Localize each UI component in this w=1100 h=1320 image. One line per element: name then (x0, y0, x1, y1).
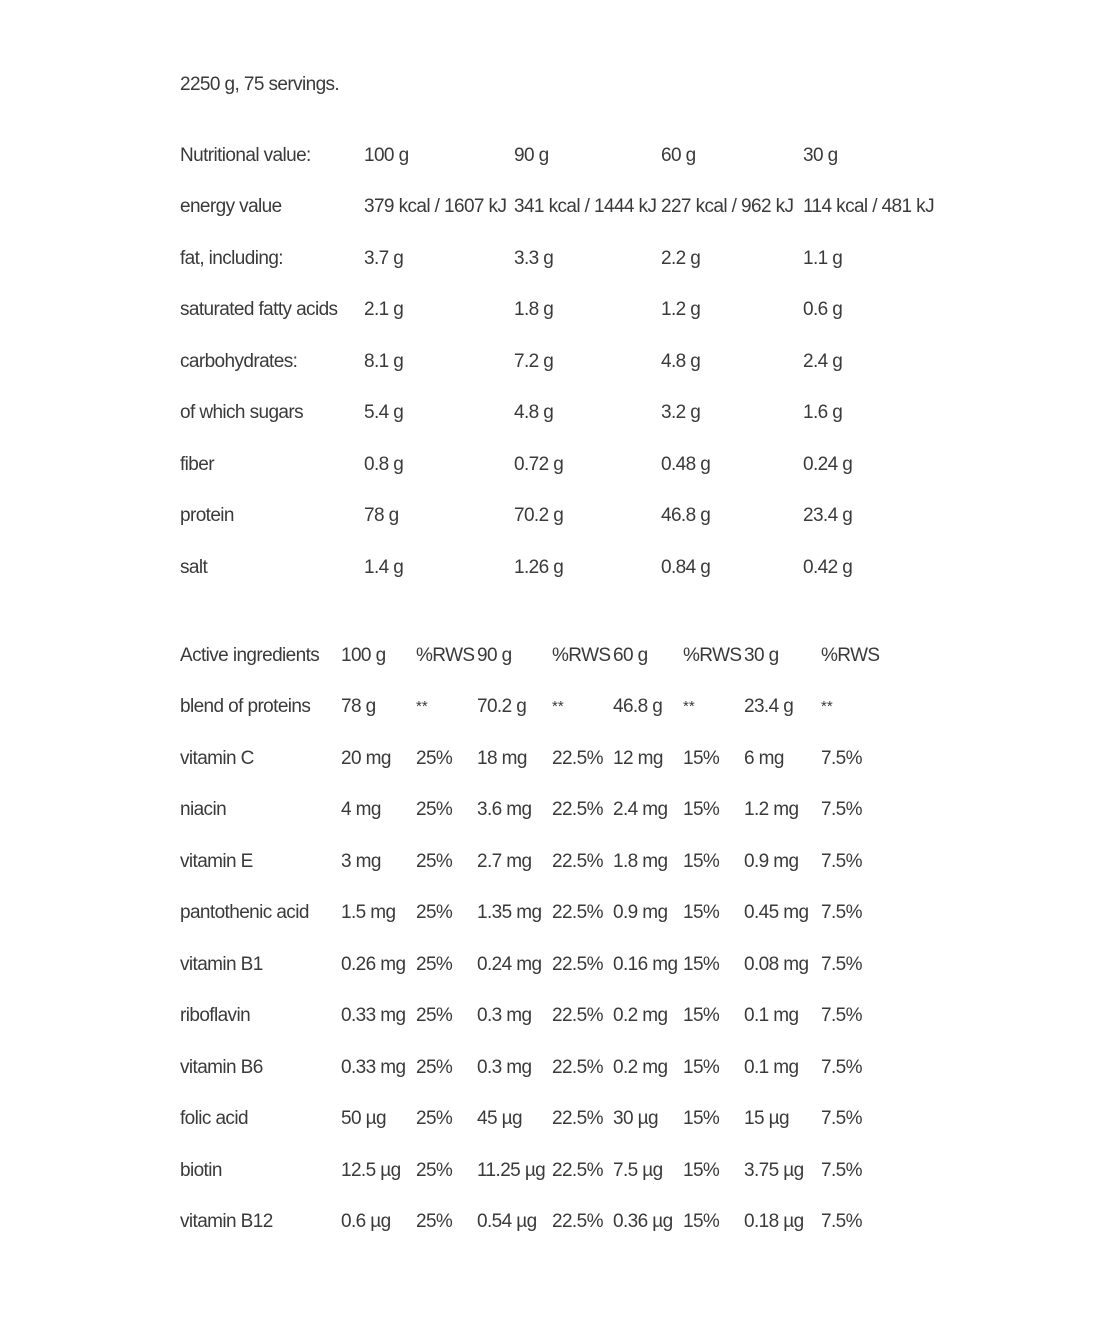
row-label: biotin (180, 1159, 222, 1181)
nutrition-row (180, 285, 943, 337)
cell-value: 0.45 mg (744, 902, 809, 924)
cell-value: 22.5% (552, 1005, 603, 1027)
cell-value: 70.2 g (477, 696, 527, 718)
header-rws-90g: %RWS (552, 644, 611, 666)
cell-value: 15% (683, 1056, 720, 1078)
cell-value: 1.4 g (364, 556, 404, 578)
cell-value: 3 mg (341, 850, 381, 872)
row-label: vitamin B12 (180, 1211, 273, 1233)
active-ingredient-row (180, 733, 881, 785)
cell-value: 4.8 g (514, 402, 554, 424)
cell-value: 22.5% (552, 953, 603, 975)
nutrition-row (180, 233, 943, 285)
nutrition-row (180, 388, 943, 440)
cell-value: 2.4 g (803, 350, 843, 372)
cell-value: 1.8 mg (613, 850, 668, 872)
cell-value: 1.5 mg (341, 902, 396, 924)
cell-value: 15% (683, 1159, 720, 1181)
cell-value: 4.8 g (661, 350, 701, 372)
cell-value: 7.5% (821, 902, 862, 924)
row-label: vitamin B1 (180, 953, 263, 975)
cell-value: 0.33 mg (341, 1005, 406, 1027)
cell-value: 0.9 mg (613, 902, 668, 924)
cell-value: 15 µg (744, 1108, 789, 1130)
cell-value: 25% (416, 1211, 453, 1233)
cell-value: 1.8 g (514, 299, 554, 321)
cell-value: 0.26 mg (341, 953, 406, 975)
cell-value: 15% (683, 1108, 720, 1130)
active-ingredient-row (180, 888, 881, 940)
cell-value: 15% (683, 747, 720, 769)
row-label: carbohydrates: (180, 350, 298, 372)
cell-value: 15% (683, 799, 720, 821)
row-label: fiber (180, 453, 214, 475)
header-90g: 90 g (514, 144, 549, 166)
cell-value: ** (552, 698, 564, 716)
active-ingredient-row (180, 1094, 881, 1146)
cell-value: 23.4 g (803, 505, 853, 527)
row-label: niacin (180, 799, 227, 821)
cell-value: 1.2 mg (744, 799, 799, 821)
nutrition-row (180, 439, 943, 491)
header-nutritional-value: Nutritional value: (180, 144, 311, 166)
cell-value: ** (683, 698, 695, 716)
cell-value: 0.8 g (364, 453, 404, 475)
cell-value: 25% (416, 799, 453, 821)
cell-value: 5.4 g (364, 402, 404, 424)
row-label: vitamin B6 (180, 1056, 263, 1078)
cell-value: 0.42 g (803, 556, 853, 578)
cell-value: 3.2 g (661, 402, 701, 424)
active-ingredient-row (180, 1197, 881, 1249)
header-60g: 60 g (661, 144, 696, 166)
cell-value: 1.26 g (514, 556, 564, 578)
cell-value: 341 kcal / 1444 kJ (514, 196, 657, 218)
nutrition-row (180, 542, 943, 594)
cell-value: 0.33 mg (341, 1056, 406, 1078)
cell-value: 25% (416, 1159, 453, 1181)
cell-value: 7.5% (821, 953, 862, 975)
nutrition-table (180, 130, 943, 594)
nutrition-row (180, 336, 943, 388)
cell-value: 2.4 mg (613, 799, 668, 821)
header-rws-60g: %RWS (683, 644, 742, 666)
cell-value: 3.6 mg (477, 799, 532, 821)
cell-value: 18 mg (477, 747, 527, 769)
cell-value: 0.9 mg (744, 850, 799, 872)
cell-value: 25% (416, 1056, 453, 1078)
active-ingredient-row (180, 939, 881, 991)
cell-value: 30 µg (613, 1108, 658, 1130)
cell-value: 22.5% (552, 1159, 603, 1181)
cell-value: 22.5% (552, 1108, 603, 1130)
row-label: vitamin C (180, 747, 254, 769)
cell-value: 7.5% (821, 1056, 862, 1078)
nutrition-row (180, 491, 943, 543)
active-header-row (180, 630, 881, 682)
header-rws-100g: %RWS (416, 644, 475, 666)
row-label: saturated fatty acids (180, 299, 338, 321)
cell-value: 2.2 g (661, 247, 701, 269)
cell-value: 78 g (364, 505, 399, 527)
cell-value: 0.24 mg (477, 953, 542, 975)
cell-value: 7.5% (821, 1211, 862, 1233)
active-ingredient-row (180, 836, 881, 888)
cell-value: 1.1 g (803, 247, 843, 269)
nutrition-row (180, 182, 943, 234)
cell-value: 0.6 µg (341, 1211, 391, 1233)
header-30g: 30 g (803, 144, 838, 166)
cell-value: 25% (416, 1005, 453, 1027)
cell-value: 23.4 g (744, 696, 794, 718)
row-label: energy value (180, 196, 282, 218)
cell-value: 46.8 g (661, 505, 711, 527)
cell-value: 7.5% (821, 747, 862, 769)
cell-value: 50 µg (341, 1108, 386, 1130)
cell-value: 7.5% (821, 799, 862, 821)
cell-value: 1.35 mg (477, 902, 542, 924)
cell-value: 227 kcal / 962 kJ (661, 196, 794, 218)
active-ingredient-row (180, 1042, 881, 1094)
cell-value: 22.5% (552, 902, 603, 924)
cell-value: 0.48 g (661, 453, 711, 475)
cell-value: 15% (683, 850, 720, 872)
cell-value: 0.08 mg (744, 953, 809, 975)
cell-value: 0.16 mg (613, 953, 678, 975)
cell-value: 45 µg (477, 1108, 522, 1130)
row-label: blend of proteins (180, 696, 311, 718)
cell-value: 7.5 µg (613, 1159, 663, 1181)
header-30g: 30 g (744, 644, 779, 666)
row-label: fat, including: (180, 247, 283, 269)
cell-value: 22.5% (552, 747, 603, 769)
cell-value: 15% (683, 1005, 720, 1027)
cell-value: 25% (416, 1108, 453, 1130)
cell-value: 15% (683, 1211, 720, 1233)
row-label: protein (180, 505, 234, 527)
cell-value: 0.72 g (514, 453, 564, 475)
active-ingredient-row (180, 991, 881, 1043)
cell-value: 22.5% (552, 799, 603, 821)
header-rws-30g: %RWS (821, 644, 880, 666)
row-label: folic acid (180, 1108, 248, 1130)
cell-value: 0.18 µg (744, 1211, 804, 1233)
header-90g: 90 g (477, 644, 512, 666)
cell-value: ** (821, 698, 833, 716)
cell-value: 8.1 g (364, 350, 404, 372)
header-60g: 60 g (613, 644, 648, 666)
cell-value: 3.3 g (514, 247, 554, 269)
cell-value: 0.6 g (803, 299, 843, 321)
active-ingredients-table (180, 630, 881, 1248)
cell-value: 11.25 µg (477, 1159, 546, 1181)
nutrition-header-row (180, 130, 943, 182)
cell-value: 6 mg (744, 747, 784, 769)
header-100g: 100 g (341, 644, 386, 666)
cell-value: 0.24 g (803, 453, 853, 475)
cell-value: 1.6 g (803, 402, 843, 424)
cell-value: 15% (683, 953, 720, 975)
active-ingredient-row (180, 1145, 881, 1197)
row-label: riboflavin (180, 1005, 251, 1027)
cell-value: 7.5% (821, 1159, 862, 1181)
cell-value: 2.1 g (364, 299, 404, 321)
row-label: of which sugars (180, 402, 304, 424)
package-size-text: 2250 g, 75 servings. (180, 74, 340, 95)
cell-value: 7.5% (821, 850, 862, 872)
cell-value: 25% (416, 850, 453, 872)
cell-value: 0.2 mg (613, 1005, 668, 1027)
row-label: pantothenic acid (180, 902, 309, 924)
cell-value: 0.1 mg (744, 1005, 799, 1027)
cell-value: 114 kcal / 481 kJ (803, 196, 934, 218)
cell-value: 46.8 g (613, 696, 663, 718)
cell-value: 70.2 g (514, 505, 564, 527)
cell-value: 25% (416, 747, 453, 769)
cell-value: 25% (416, 953, 453, 975)
row-label: vitamin E (180, 850, 253, 872)
cell-value: 12.5 µg (341, 1159, 401, 1181)
cell-value: 0.2 mg (613, 1056, 668, 1078)
cell-value: 15% (683, 902, 720, 924)
cell-value: 0.1 mg (744, 1056, 799, 1078)
cell-value: 379 kcal / 1607 kJ (364, 196, 507, 218)
active-ingredient-row (180, 682, 881, 734)
cell-value: 0.36 µg (613, 1211, 673, 1233)
cell-value: 25% (416, 902, 453, 924)
active-ingredient-row (180, 785, 881, 837)
cell-value: 22.5% (552, 1211, 603, 1233)
cell-value: 0.3 mg (477, 1005, 532, 1027)
row-label: salt (180, 556, 208, 578)
cell-value: 3.75 µg (744, 1159, 804, 1181)
header-active-ingredients: Active ingredients (180, 644, 320, 666)
cell-value: 0.84 g (661, 556, 711, 578)
cell-value: 0.3 mg (477, 1056, 532, 1078)
cell-value: 7.5% (821, 1005, 862, 1027)
cell-value: ** (416, 698, 428, 716)
cell-value: 22.5% (552, 1056, 603, 1078)
cell-value: 3.7 g (364, 247, 404, 269)
header-100g: 100 g (364, 144, 409, 166)
cell-value: 0.54 µg (477, 1211, 537, 1233)
cell-value: 78 g (341, 696, 376, 718)
cell-value: 1.2 g (661, 299, 701, 321)
cell-value: 22.5% (552, 850, 603, 872)
cell-value: 20 mg (341, 747, 391, 769)
cell-value: 2.7 mg (477, 850, 532, 872)
cell-value: 7.2 g (514, 350, 554, 372)
cell-value: 7.5% (821, 1108, 862, 1130)
cell-value: 12 mg (613, 747, 663, 769)
cell-value: 4 mg (341, 799, 381, 821)
